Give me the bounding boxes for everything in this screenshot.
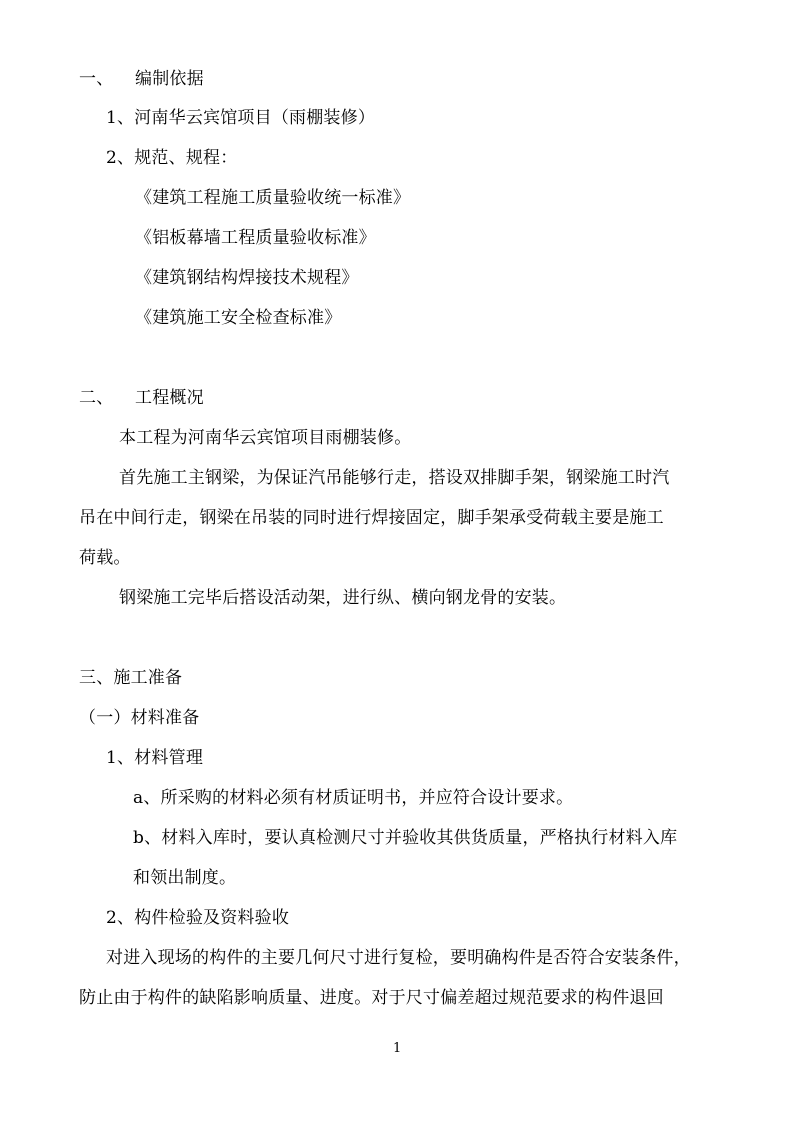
standard-reference: 《铝板幕墙工程质量验收标准》 xyxy=(135,228,376,248)
paragraph-line: 吊在中间行走，钢梁在吊装的同时进行焊接固定，脚手架承受荷载主要是施工 xyxy=(79,508,664,528)
list-item: b、材料入库时，要认真检测尺寸并验收其供货质量，严格执行材料入库 xyxy=(133,828,678,848)
section-heading: 三、施工准备 xyxy=(79,668,183,688)
paragraph-line: 本工程为河南华云宾馆项目雨棚装修。 xyxy=(119,428,412,448)
list-item: 2、构件检验及资料验收 xyxy=(106,908,290,928)
list-item: 2、规范、规程： xyxy=(106,148,238,168)
standard-reference: 《建筑钢结构焊接技术规程》 xyxy=(135,268,359,288)
paragraph-line: 首先施工主钢梁，为保证汽吊能够行走，搭设双排脚手架，钢梁施工时汽 xyxy=(119,468,670,488)
section-number: 二、 xyxy=(79,388,114,408)
list-item: 1、河南华云宾馆项目（雨棚装修） xyxy=(106,108,376,128)
list-item-continuation: 和领出制度。 xyxy=(133,868,237,888)
page-number: 1 xyxy=(393,1041,402,1056)
standard-reference: 《建筑施工安全检查标准》 xyxy=(135,308,342,328)
section-number: 一、 xyxy=(79,69,114,89)
paragraph-line: 荷载。 xyxy=(79,548,131,568)
paragraph-line: 钢梁施工完毕后搭设活动架，进行纵、横向钢龙骨的安装。 xyxy=(119,588,567,608)
section-heading xyxy=(79,67,204,91)
list-item: 1、材料管理 xyxy=(106,748,204,768)
paragraph-line: 防止由于构件的缺陷影响质量、进度。对于尺寸偏差超过规范要求的构件退回 xyxy=(79,988,664,1008)
standard-reference: 《建筑工程施工质量验收统一标准》 xyxy=(135,188,411,208)
subsection-heading: （一）材料准备 xyxy=(79,708,200,728)
section-title: 编制依据 xyxy=(135,69,204,89)
paragraph-line: 对进入现场的构件的主要几何尺寸进行复检，要明确构件是否符合安装条件， xyxy=(106,948,691,968)
list-item: a、所采购的材料必须有材质证明书，并应符合设计要求。 xyxy=(133,788,574,808)
section-heading xyxy=(79,386,204,410)
section-title: 工程概况 xyxy=(135,388,204,408)
